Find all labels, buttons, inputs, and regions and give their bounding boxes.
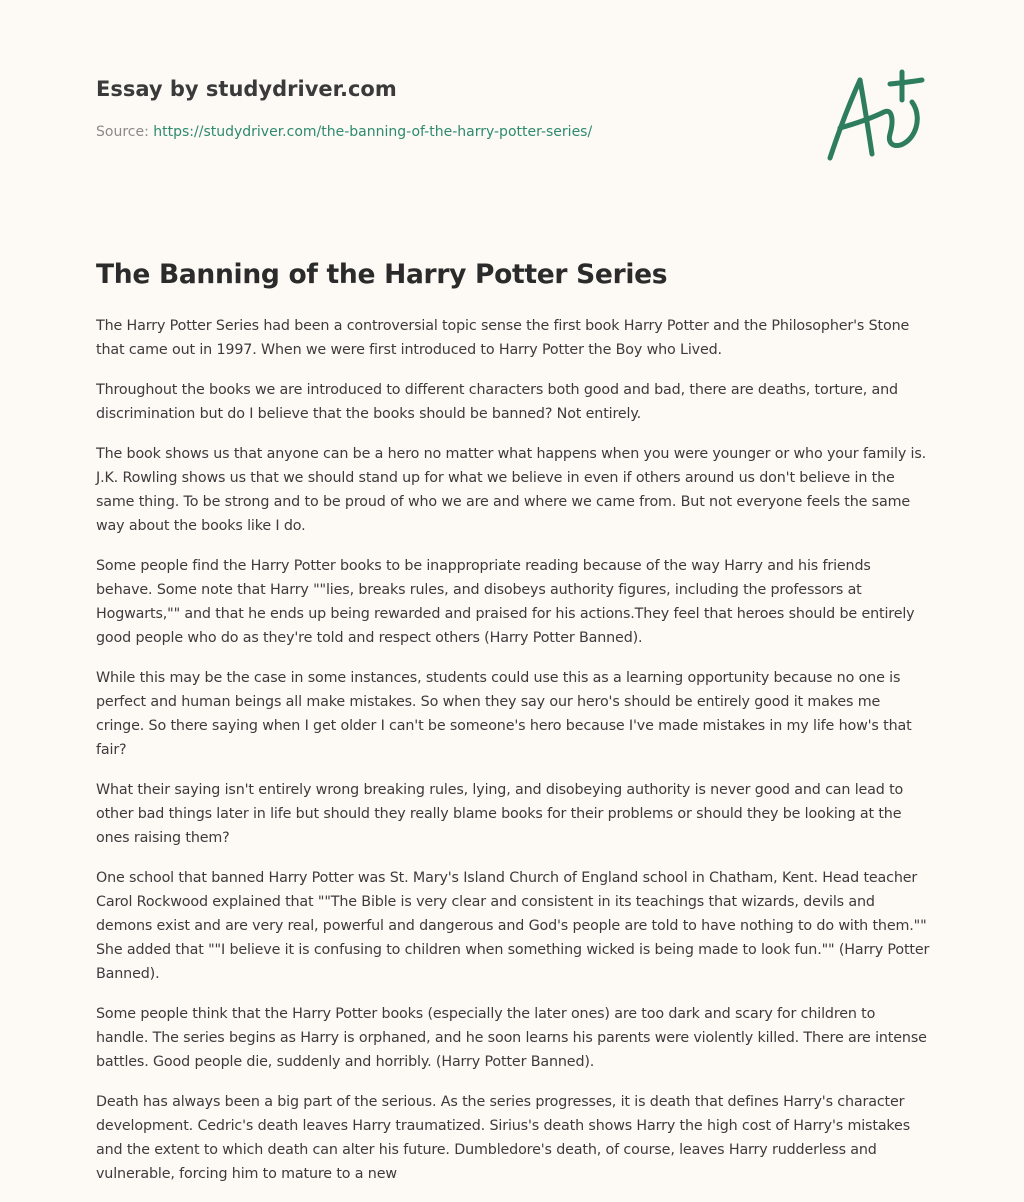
- source-line: [96, 122, 796, 142]
- paragraph: The book shows us that anyone can be a hero no matter what happens when you were younger or who your family is. J.K. Rowling shows us that we should stand up for what we believe in even if others around us don't believe in the same thing. To be strong and to be proud of who we are and where we came from. But not everyone feels the same way about the books like I do.: [96, 446, 927, 534]
- source-link[interactable]: https://studydriver.com/the-banning-of-the-harry-potter-series/: [153, 124, 593, 140]
- paragraph: The Harry Potter Series had been a controversial topic sense the first book Harry Potter and the Philosopher's Stone that came out in 1997. When we were first introduced to Harry Potter the Boy who Lived.: [96, 318, 910, 358]
- paragraph: Some people find the Harry Potter books to be inappropriate reading because of the way Harry and his friends behave. Some note that Harry ""lies, breaks rules, and disobeys authority figures, including the professors at Hogwarts,"" and that he ends up being rewarded and praised for his actions.They feel that heroes should be entirely good people who do as they're told and respect others (Harry Potter Banned).: [96, 558, 915, 646]
- paragraph: Death has always been a big part of the serious. As the series progresses, it is death that defines Harry's character development. Cedric's death leaves Harry traumatized. Sirius's death shows Harry the high cost of Harry's mistakes and the extent to which death can alter his future. Dumbledore's death, of course, leaves Harry rudderless and vulnerable, forcing him to mature to a new: [96, 1094, 910, 1182]
- source-label: Source:: [96, 124, 154, 140]
- site-brand: Essay by studydriver.com: [96, 77, 397, 101]
- paragraph: Some people think that the Harry Potter books (especially the later ones) are too dark and scary for children to handle. The series begins as Harry is orphaned, and he soon learns his parents were violently killed. There are intense battles. Good people die, suddenly and horribly. (Harry Potter Banned).: [96, 1006, 927, 1070]
- article-title: The Banning of the Harry Potter Series: [96, 259, 668, 290]
- article-body: [96, 314, 930, 1202]
- paragraph: What their saying isn't entirely wrong breaking rules, lying, and disobeying authority is never good and can lead to other bad things later in life but should they really blame books for their problems or should they be looking at the ones raising them?: [96, 782, 904, 846]
- paragraph: While this may be the case in some instances, students could use this as a learning opportunity because no one is perfect and human beings all make mistakes. So when they say our hero's should be entirely good it makes me cringe. So there saying when I get older I can't be someone's hero because I've made mistakes in my life how's that fair?: [96, 670, 912, 758]
- a-plus-grade-icon: [820, 66, 930, 166]
- paragraph: One school that banned Harry Potter was St. Mary's Island Church of England school in Chatham, Kent. Head teacher Carol Rockwood explained that ""The Bible is very clear and consistent in its teachings that wizards, devils and demons exist and are very real, powerful and dangerous and God's people are told to have nothing to do with them."" She added that ""I believe it is confusing to children when something wicked is being made to look fun."" (Harry Potter Banned).: [96, 870, 930, 982]
- paragraph: Throughout the books we are introduced to different characters both good and bad, there are deaths, torture, and discrimination but do I believe that the books should be banned? Not entirely.: [96, 382, 898, 422]
- page-header: [96, 74, 796, 142]
